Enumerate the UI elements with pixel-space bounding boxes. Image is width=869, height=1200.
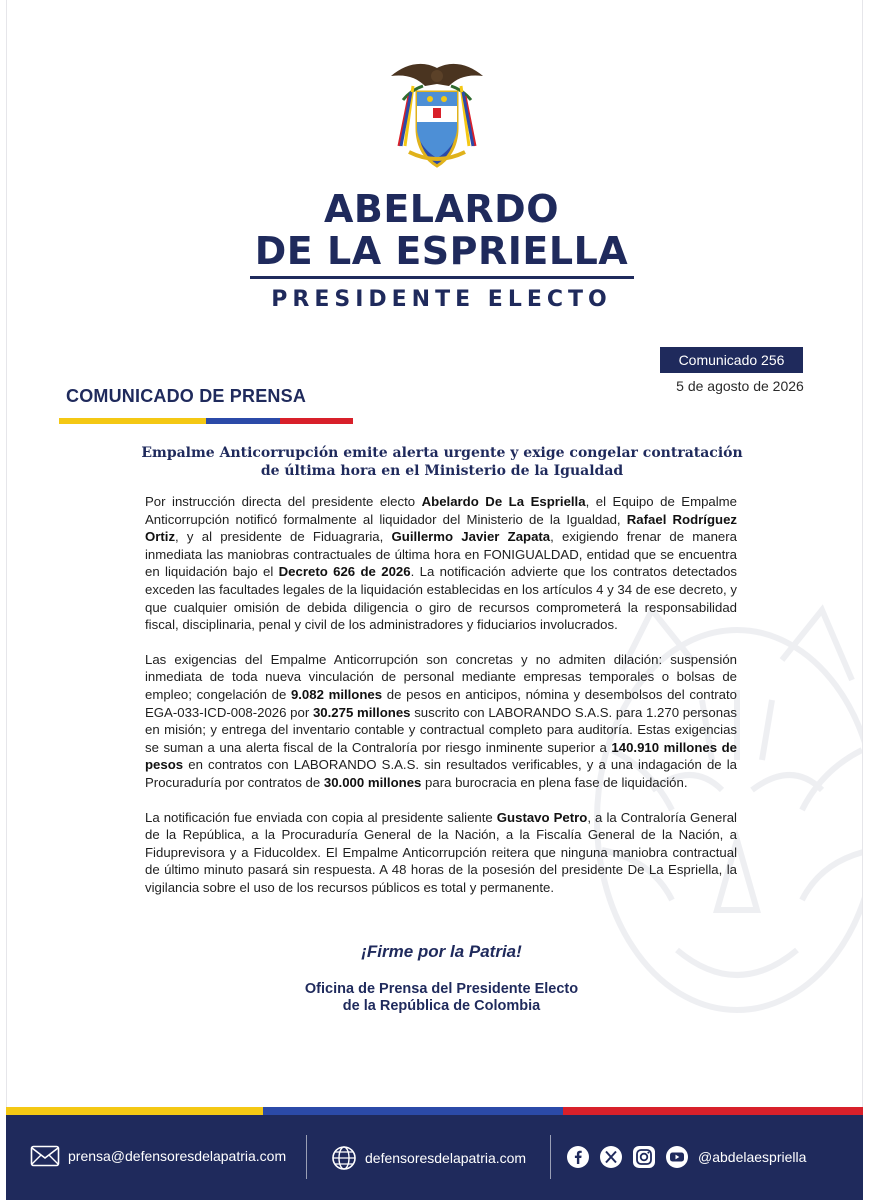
p2-text-5: para burocracia en plena fase de liquidación. <box>421 774 688 790</box>
p1-bold-1: Abelardo De La Espriella <box>421 494 586 509</box>
release-date: 5 de agosto de 2026 <box>676 378 804 394</box>
p1-text-3: , y al presidente de Fiduagraria, <box>175 529 392 545</box>
p1-text-2: , el Equipo de Empalme Anticorrupción notificó formalmente al liquidador del Ministerio de la Igualdad, <box>145 494 737 527</box>
release-number-badge: Comunicado 256 <box>660 347 803 373</box>
office-line2: de la República de Colombia <box>342 998 541 1014</box>
p3-text-1: La notificación fue enviada con copia al presidente saliente <box>145 809 497 825</box>
footer-separator <box>550 1135 551 1179</box>
p2-text-3: suscrito con LABORANDO S.A.S. para 1.270 personas en misión; y entrega del inventario contable y contractual completo para auditoría. Estas exigencias se suman a una alerta fiscal de la Contraloría por riesgo inminente superior a <box>145 704 737 755</box>
colombia-coat-of-arms-icon <box>387 56 487 176</box>
paragraph-2 <box>145 651 737 792</box>
p2-bold-1: 9.082 millones <box>290 686 383 702</box>
brand-block <box>7 188 863 312</box>
p2-bold-2: 30.275 millones <box>312 704 411 720</box>
p3-bold-1: Gustavo Petro <box>496 809 588 825</box>
globe-icon <box>331 1145 357 1171</box>
office-line1: Oficina de Prensa del Presidente Electo <box>304 981 579 997</box>
p3-text-2: , a la Contraloría General de la República, a la Procuraduría General de la Nación, a la Fiscalía General de la Nación, a Fiduprevisora y a Fiducoldex. El Empalme Anticorrupción reitera que ninguna maniobra contractual de último minuto pasará sin respuesta. A 48 horas de la posesión del presidente De La Espriella, la vigilancia sobre el uso de los recursos públicos es total y permanente. <box>145 809 737 895</box>
signature-office <box>7 981 863 1015</box>
footer-email[interactable] <box>30 1145 286 1167</box>
footer-website[interactable] <box>331 1145 526 1171</box>
headline-line2: de última hora en el Ministerio de la Igualdad <box>260 463 624 479</box>
footer-social <box>566 1145 806 1169</box>
headline <box>117 444 767 480</box>
instagram-icon[interactable] <box>632 1145 656 1169</box>
p1-text-4: , exigiendo frenar de manera inmediata las maniobras contractuales de última hora en FONIGUALDAD, entidad que se encuentra en liquidación bajo el <box>145 529 737 580</box>
paragraph-3 <box>145 809 737 897</box>
p1-bold-4: Decreto 626 de 2026 <box>278 564 411 580</box>
flag-stripe <box>59 418 353 424</box>
brand-name-line1: ABELARDO <box>323 187 560 231</box>
p2-bold-4: 30.000 millones <box>323 774 422 790</box>
youtube-icon[interactable] <box>665 1145 689 1169</box>
footer-flag-stripe <box>6 1107 863 1115</box>
p2-text-4: en contratos con LABORANDO S.A.S. sin resultados verificables, y a una indagación de la Procuraduría por contratos de <box>145 757 737 790</box>
headline-line1: Empalme Anticorrupción emite alerta urgente y exige congelar contratación <box>141 445 743 461</box>
press-release-label: COMUNICADO DE PRENSA <box>66 386 307 406</box>
mail-icon <box>30 1145 60 1167</box>
paragraph-1 <box>145 493 737 634</box>
brand-divider <box>250 276 634 279</box>
p1-bold-2: Rafael Rodríguez Ortiz <box>145 511 738 545</box>
footer <box>6 1115 863 1200</box>
brand-name-line2: DE LA ESPRIELLA <box>254 229 629 273</box>
brand-subtitle: PRESIDENTE ELECTO <box>271 287 612 312</box>
x-icon[interactable] <box>599 1145 623 1169</box>
p1-text-5: . La notificación advierte que los contratos detectados exceden las facultades legales de la liquidación establecidas en los artículos 4 y 34 de ese decreto, y que cualquier omisión de debida diligencia o giro de recursos comprometerá la responsabilidad fiscal, disciplinaria, penal y civil de los administradores y fiduciarios involucrados. <box>145 564 738 633</box>
footer-email-text: prensa@defensoresdelapatria.com <box>68 1148 287 1164</box>
facebook-icon[interactable] <box>566 1145 590 1169</box>
footer-separator <box>306 1135 307 1179</box>
body-text <box>145 493 737 913</box>
p1-text-1: Por instrucción directa del presidente electo <box>145 494 422 509</box>
p2-bold-3: 140.910 millones de pesos <box>145 739 737 773</box>
p2-text-2: de pesos en anticipos, nómina y desembolsos del contrato EGA-033-ICD-008-2026 por <box>145 686 737 720</box>
footer-handle[interactable]: @abdelaespriella <box>698 1149 807 1165</box>
footer-website-text: defensoresdelapatria.com <box>365 1150 527 1166</box>
p1-bold-3: Guillermo Javier Zapata <box>391 529 551 545</box>
press-release-page <box>6 0 863 1200</box>
p2-text-1: Las exigencias del Empalme Anticorrupción son concretas y no admiten dilación: suspensión inmediata de toda nueva vinculación de personal mediante empresas temporales o bolsas de empleo; congelación de <box>145 651 737 702</box>
motto: ¡Firme por la Patria! <box>361 942 522 961</box>
